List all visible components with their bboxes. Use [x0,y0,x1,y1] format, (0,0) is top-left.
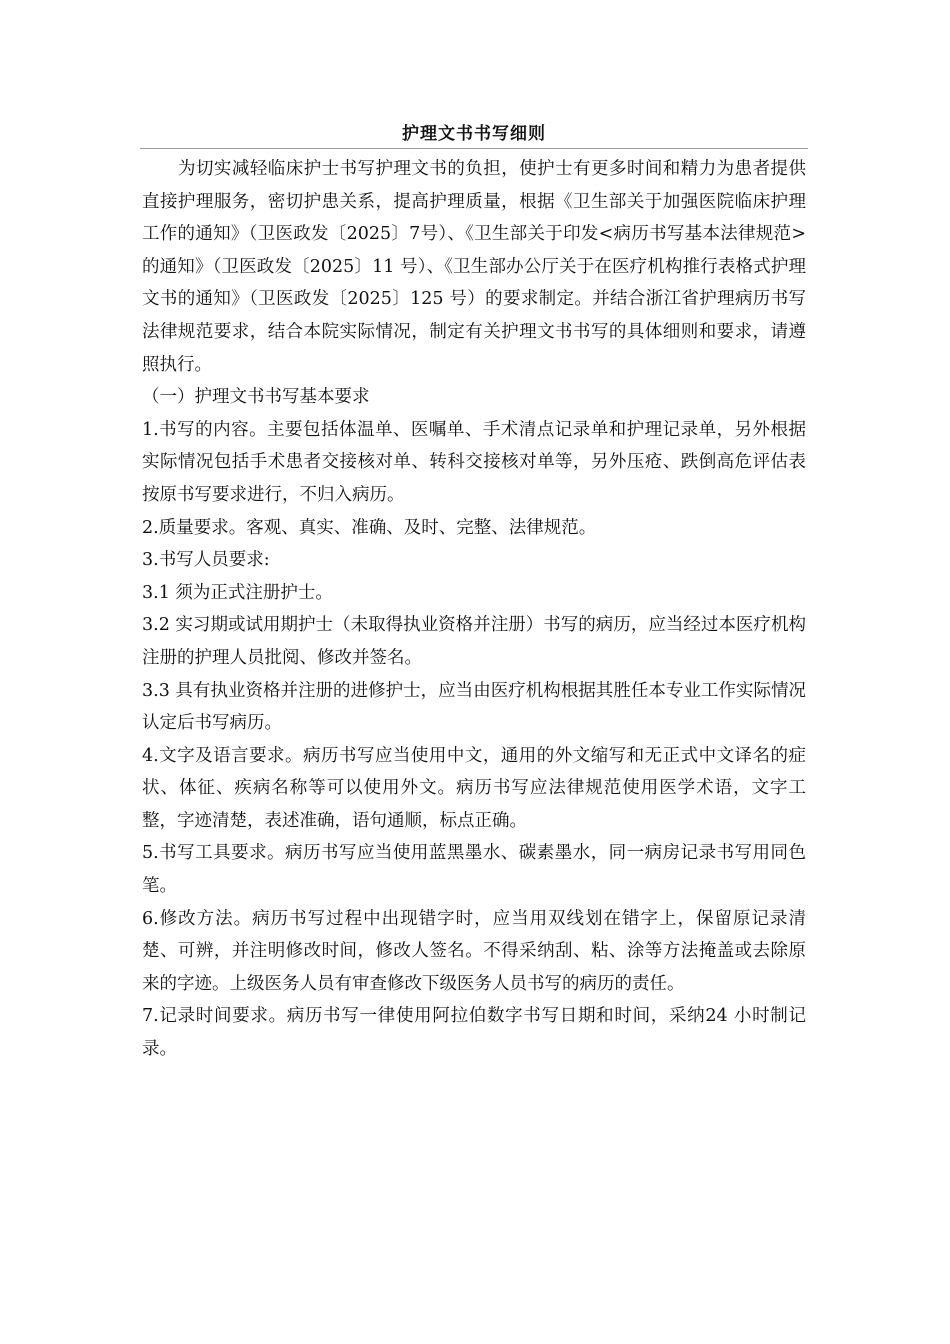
paragraph-tools: 5.书写工具要求。病历书写应当使用蓝黑墨水、碳素墨水，同一病房记录书写用同色笔。 [142,843,806,897]
paragraph-time: 7.记录时间要求。病历书写一律使用阿拉伯数字书写日期和时间，采纳24 小时制记录。 [142,1006,806,1060]
paragraph-3-2: 3.2 实习期或试用期护士（未取得执业资格并注册）书写的病历，应当经过本医疗机构注册的护理人员批阅、修改并签名。 [142,615,806,668]
paragraph-writer-requirements: 3.书写人员要求: [142,550,270,571]
page-title: 护理文书书写细则 [402,124,546,144]
paragraph-3-1: 3.1 须为正式注册护士。 [142,582,333,603]
paragraph-quality: 2.质量要求。客观、真实、准确、及时、完整、法律规范。 [142,517,597,538]
section-heading: （一）护理文书书写基本要求 [142,387,370,408]
header-rule [140,148,808,149]
paragraph-correction: 6.修改方法。病历书写过程中出现错字时，应当用双线划在错字上，保留原记录清楚、可辨，并注明修改时间，修改人签名。不得采纳刮、粘、涂等方法掩盖或去除原来的字迹。上级医务人员有审查修改下级医务人员书写的病历的责任。 [142,908,806,994]
document-body [142,153,806,1066]
paragraph-content: 1.书写的内容。主要包括体温单、医嘱单、手术清点记录单和护理记录单，另外根据实际情况包括手术患者交接核对单、转科交接核对单等，另外压疮、跌倒高危评估表按原书写要求进行，不归入病历。 [142,419,806,505]
paragraph-language: 4.文字及语言要求。病历书写应当使用中文，通用的外文缩写和无正式中文译名的症状、体征、疾病名称等可以使用外文。病历书写应法律规范使用医学术语，文字工整，字迹清楚，表述准确，语句通顺，标点正确。 [142,745,806,831]
paragraph-3-3: 3.3 具有执业资格并注册的进修护士，应当由医疗机构根据其胜任本专业工作实际情况认定后书写病历。 [142,680,806,734]
intro-paragraph: 为切实减轻临床护士书写护理文书的负担，使护士有更多时间和精力为患者提供直接护理服务，密切护患关系，提高护理质量，根据《卫生部关于加强医院临床护理工作的通知》（卫医政发〔2025〕7号）、《卫生部关于印发<病历书写基本法律规范>的通知》（卫医政发〔2025〕11 号）、《卫生部办公厅关于在医疗机构推行表格式护理文书的通知》（卫医政发〔2025〕125 号）的要求制定。并结合浙江省护理病历书写法律规范要求，结合本院实际情况，制定有关护理文书书写的具体细则和要求，请遵照执行。 [142,159,806,375]
title-wrap [140,121,808,147]
